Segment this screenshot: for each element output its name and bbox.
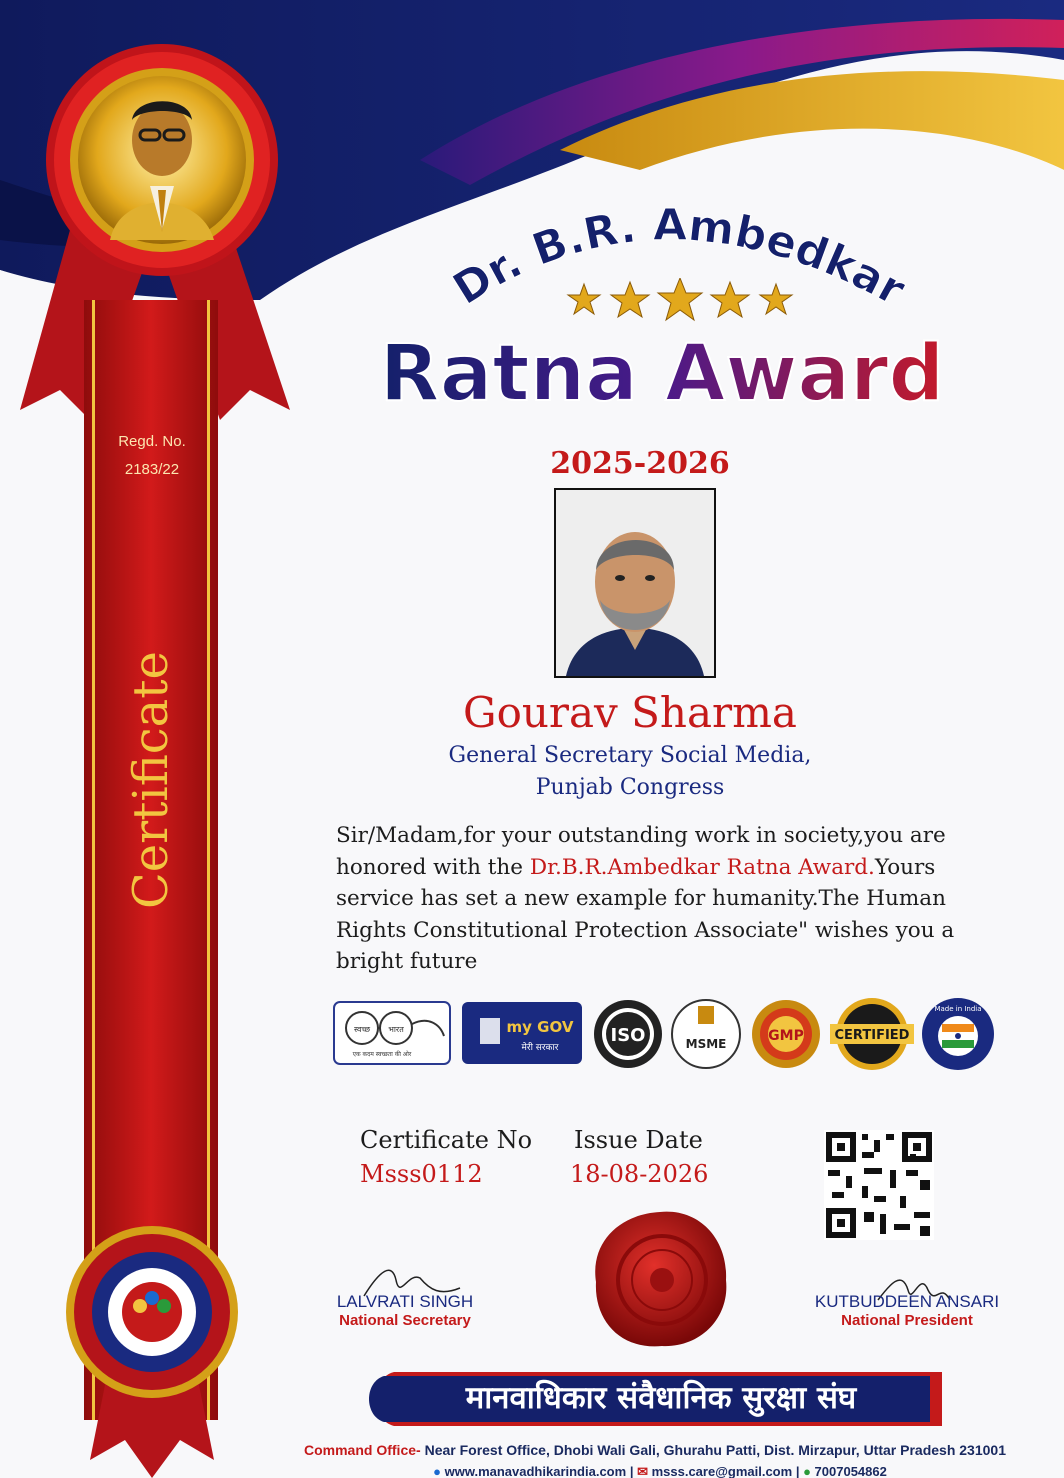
organization-seal bbox=[66, 1226, 238, 1478]
contact-line: ● www.manavadhikarindia.com | ✉ msss.care@gmail.com | ● 7007054862 bbox=[433, 1464, 887, 1478]
email-link[interactable]: msss.care@gmail.com bbox=[651, 1464, 793, 1478]
gmp-text: GMP bbox=[768, 1028, 804, 1044]
star-icon bbox=[568, 284, 600, 314]
iso-text: ISO bbox=[610, 1025, 646, 1046]
iso-logo bbox=[594, 1000, 662, 1068]
swachh-left-text: स्वच्छ bbox=[353, 1025, 371, 1034]
certificate-no-label: Certificate No bbox=[360, 1126, 533, 1154]
certificate-vertical-label bbox=[95, 640, 215, 920]
address-label: Command Office- bbox=[304, 1442, 421, 1458]
swachh-bharat-logo bbox=[334, 1002, 450, 1064]
award-title-dr-text: Dr. B.R. Ambedkar bbox=[444, 199, 914, 317]
message-part-2: Yours service has set a new example for humanity.The Human Rights Constitutional Protection Associate" wishes you a bright future bbox=[336, 854, 955, 974]
certified-logo bbox=[830, 998, 914, 1070]
designation-line-1: General Secretary Social Media, bbox=[448, 743, 812, 768]
made-in-india-logo bbox=[922, 998, 994, 1070]
designation-line-2: Punjab Congress bbox=[535, 775, 725, 800]
msme-logo bbox=[672, 1000, 740, 1068]
recipient-photo bbox=[554, 488, 716, 678]
made-in-india-text: Made in India bbox=[934, 1005, 982, 1013]
wax-seal bbox=[595, 1212, 726, 1347]
recipient-name: Gourav Sharma bbox=[463, 688, 797, 737]
whatsapp-icon: ● bbox=[803, 1464, 811, 1478]
mygov-logo bbox=[462, 1002, 582, 1064]
medal-rosette bbox=[46, 44, 278, 276]
msme-text: MSME bbox=[685, 1037, 727, 1051]
registration-block bbox=[96, 428, 208, 484]
right-signatory-role: National President bbox=[841, 1312, 973, 1329]
swachh-right-text: भारत bbox=[388, 1025, 404, 1034]
message-award-highlight: Dr.B.R.Ambedkar Ratna Award. bbox=[529, 854, 875, 880]
mail-icon: ✉ bbox=[637, 1464, 648, 1478]
website-link[interactable]: www.manavadhikarindia.com bbox=[444, 1464, 627, 1478]
address-line bbox=[250, 1442, 1060, 1458]
gmp-logo bbox=[752, 1000, 820, 1068]
message-part-1: Sir/Madam,for your outstanding work in society,you are honored with the bbox=[336, 823, 946, 880]
left-signatory-name: LALVRATI SINGH bbox=[336, 1292, 474, 1311]
star-icon bbox=[760, 284, 792, 314]
certificate-no-value: Msss0112 bbox=[360, 1160, 483, 1188]
globe-icon: ● bbox=[433, 1464, 441, 1478]
accreditation-logos bbox=[330, 996, 1000, 1074]
right-signature-block bbox=[790, 1292, 1024, 1329]
award-year: 2025-2026 bbox=[550, 446, 730, 481]
address-text: Near Forest Office, Dhobi Wali Gali, Ghurahu Patti, Dist. Mirzapur, Uttar Pradesh 231001 bbox=[420, 1442, 1006, 1458]
star-icon bbox=[711, 282, 749, 317]
award-title-main bbox=[340, 322, 1020, 422]
regd-number: 2183/22 bbox=[124, 461, 180, 478]
issue-date-label: Issue Date bbox=[574, 1126, 703, 1154]
certified-text: CERTIFIED bbox=[834, 1028, 910, 1043]
mygov-text: my GOV bbox=[506, 1018, 574, 1036]
star-icon bbox=[611, 282, 649, 317]
swachh-tagline: एक कदम स्वच्छता की ओर bbox=[352, 1051, 412, 1058]
qr-code bbox=[824, 1130, 934, 1240]
left-signature-block bbox=[300, 1292, 510, 1329]
left-signatory-role: National Secretary bbox=[339, 1312, 471, 1329]
organization-name-hindi: मानवाधिकार संवैधानिक सुरक्षा संघ bbox=[465, 1380, 857, 1416]
recipient-designation bbox=[380, 740, 880, 804]
regd-label: Regd. No. bbox=[118, 433, 186, 450]
issue-date-value: 18-08-2026 bbox=[570, 1160, 709, 1188]
certificate-vertical-text: Certificate bbox=[123, 651, 179, 909]
star-icon bbox=[658, 278, 702, 320]
mygov-subtext: मेरी सरकार bbox=[521, 1043, 559, 1053]
right-signatory-name: KUTBUDDEEN ANSARI bbox=[814, 1292, 1000, 1311]
certificate-message bbox=[336, 820, 976, 978]
phone-number[interactable]: 7007054862 bbox=[814, 1464, 887, 1478]
ratna-award-text: Ratna Award bbox=[379, 329, 945, 419]
stars-row bbox=[560, 278, 800, 322]
portrait-icon bbox=[556, 490, 714, 676]
